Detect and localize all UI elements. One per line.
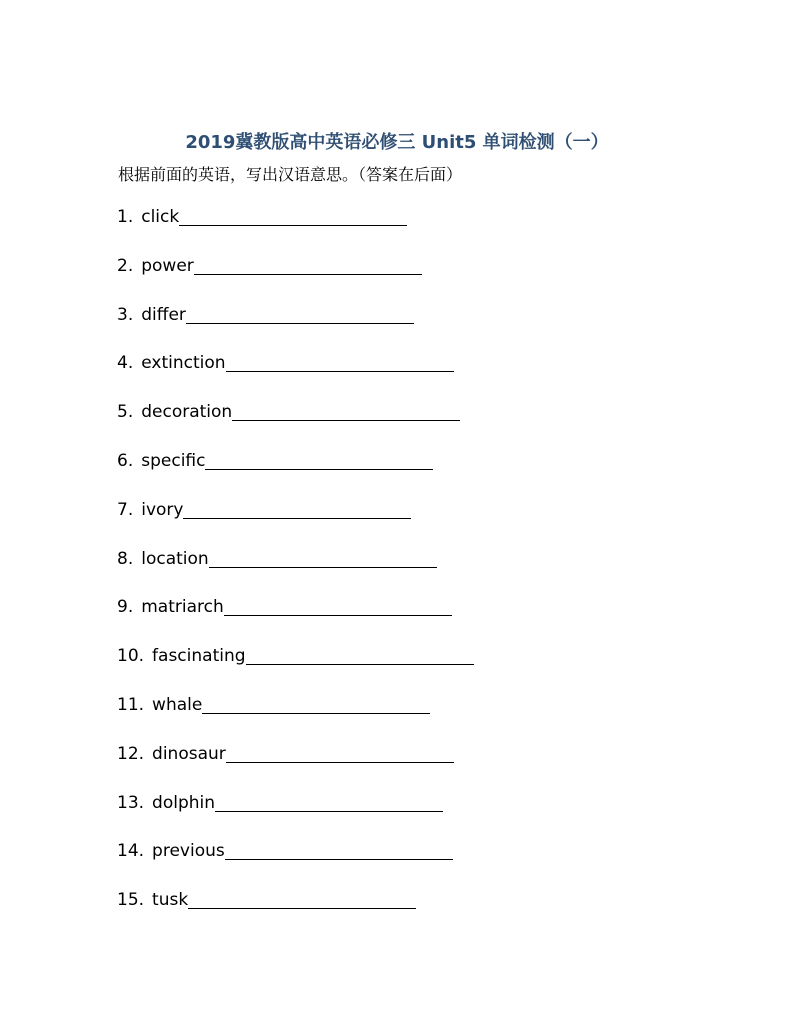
item-word: fascinating [152, 646, 246, 667]
item-number: 12. [117, 743, 145, 764]
list-item [117, 351, 474, 400]
item-word: location [141, 548, 209, 569]
item-word: previous [152, 841, 225, 862]
list-item [117, 303, 474, 352]
list-item [117, 449, 474, 498]
item-number: 3. [117, 304, 134, 325]
answer-blank[interactable] [202, 693, 430, 714]
item-number: 15. [117, 890, 145, 911]
list-item [117, 595, 474, 644]
item-number: 11. [117, 694, 145, 715]
list-item [117, 888, 474, 937]
item-number: 14. [117, 841, 145, 862]
answer-blank[interactable] [215, 791, 443, 812]
answer-blank[interactable] [209, 547, 437, 568]
item-number: 6. [117, 450, 134, 471]
item-number: 5. [117, 402, 134, 423]
answer-blank[interactable] [226, 351, 454, 372]
item-number: 1. [117, 207, 134, 227]
list-item [117, 693, 474, 742]
item-number: 7. [117, 499, 134, 520]
list-item [117, 498, 474, 547]
answer-blank[interactable] [194, 254, 422, 275]
item-number: 13. [117, 792, 145, 813]
list-item [117, 791, 474, 840]
item-number: 9. [117, 597, 134, 618]
answer-blank[interactable] [232, 400, 460, 421]
list-item [117, 742, 474, 791]
list-item [117, 205, 474, 254]
item-word: ivory [141, 499, 184, 520]
answer-blank[interactable] [226, 742, 454, 763]
item-number: 2. [117, 255, 134, 276]
item-word: dinosaur [152, 743, 226, 764]
item-word: matriarch [141, 597, 224, 618]
item-word: differ [141, 304, 186, 325]
worksheet-title: 2019冀教版高中英语必修三 Unit5 单词检测（一） [185, 132, 609, 153]
answer-blank[interactable] [205, 449, 433, 470]
item-word: specific [141, 450, 206, 471]
item-word: dolphin [152, 792, 216, 813]
instructions: 根据前面的英语，写出汉语意思。（答案在后面） [118, 165, 463, 184]
item-word: decoration [141, 402, 233, 423]
item-number: 4. [117, 353, 134, 374]
answer-blank[interactable] [183, 498, 411, 519]
list-item [117, 400, 474, 449]
list-item [117, 644, 474, 693]
list-item [117, 839, 474, 888]
answer-blank[interactable] [225, 839, 453, 860]
answer-blank[interactable] [246, 644, 474, 665]
item-word: whale [152, 694, 203, 715]
item-word: click [141, 207, 180, 227]
answer-blank[interactable] [179, 205, 407, 226]
item-word: power [141, 255, 194, 276]
answer-blank[interactable] [186, 303, 414, 324]
vocabulary-list [117, 205, 474, 937]
item-number: 10. [117, 646, 145, 667]
item-word: extinction [141, 353, 226, 374]
list-item [117, 547, 474, 596]
item-word: tusk [152, 890, 189, 911]
answer-blank[interactable] [188, 888, 416, 909]
item-number: 8. [117, 548, 134, 569]
answer-blank[interactable] [224, 595, 452, 616]
list-item [117, 254, 474, 303]
